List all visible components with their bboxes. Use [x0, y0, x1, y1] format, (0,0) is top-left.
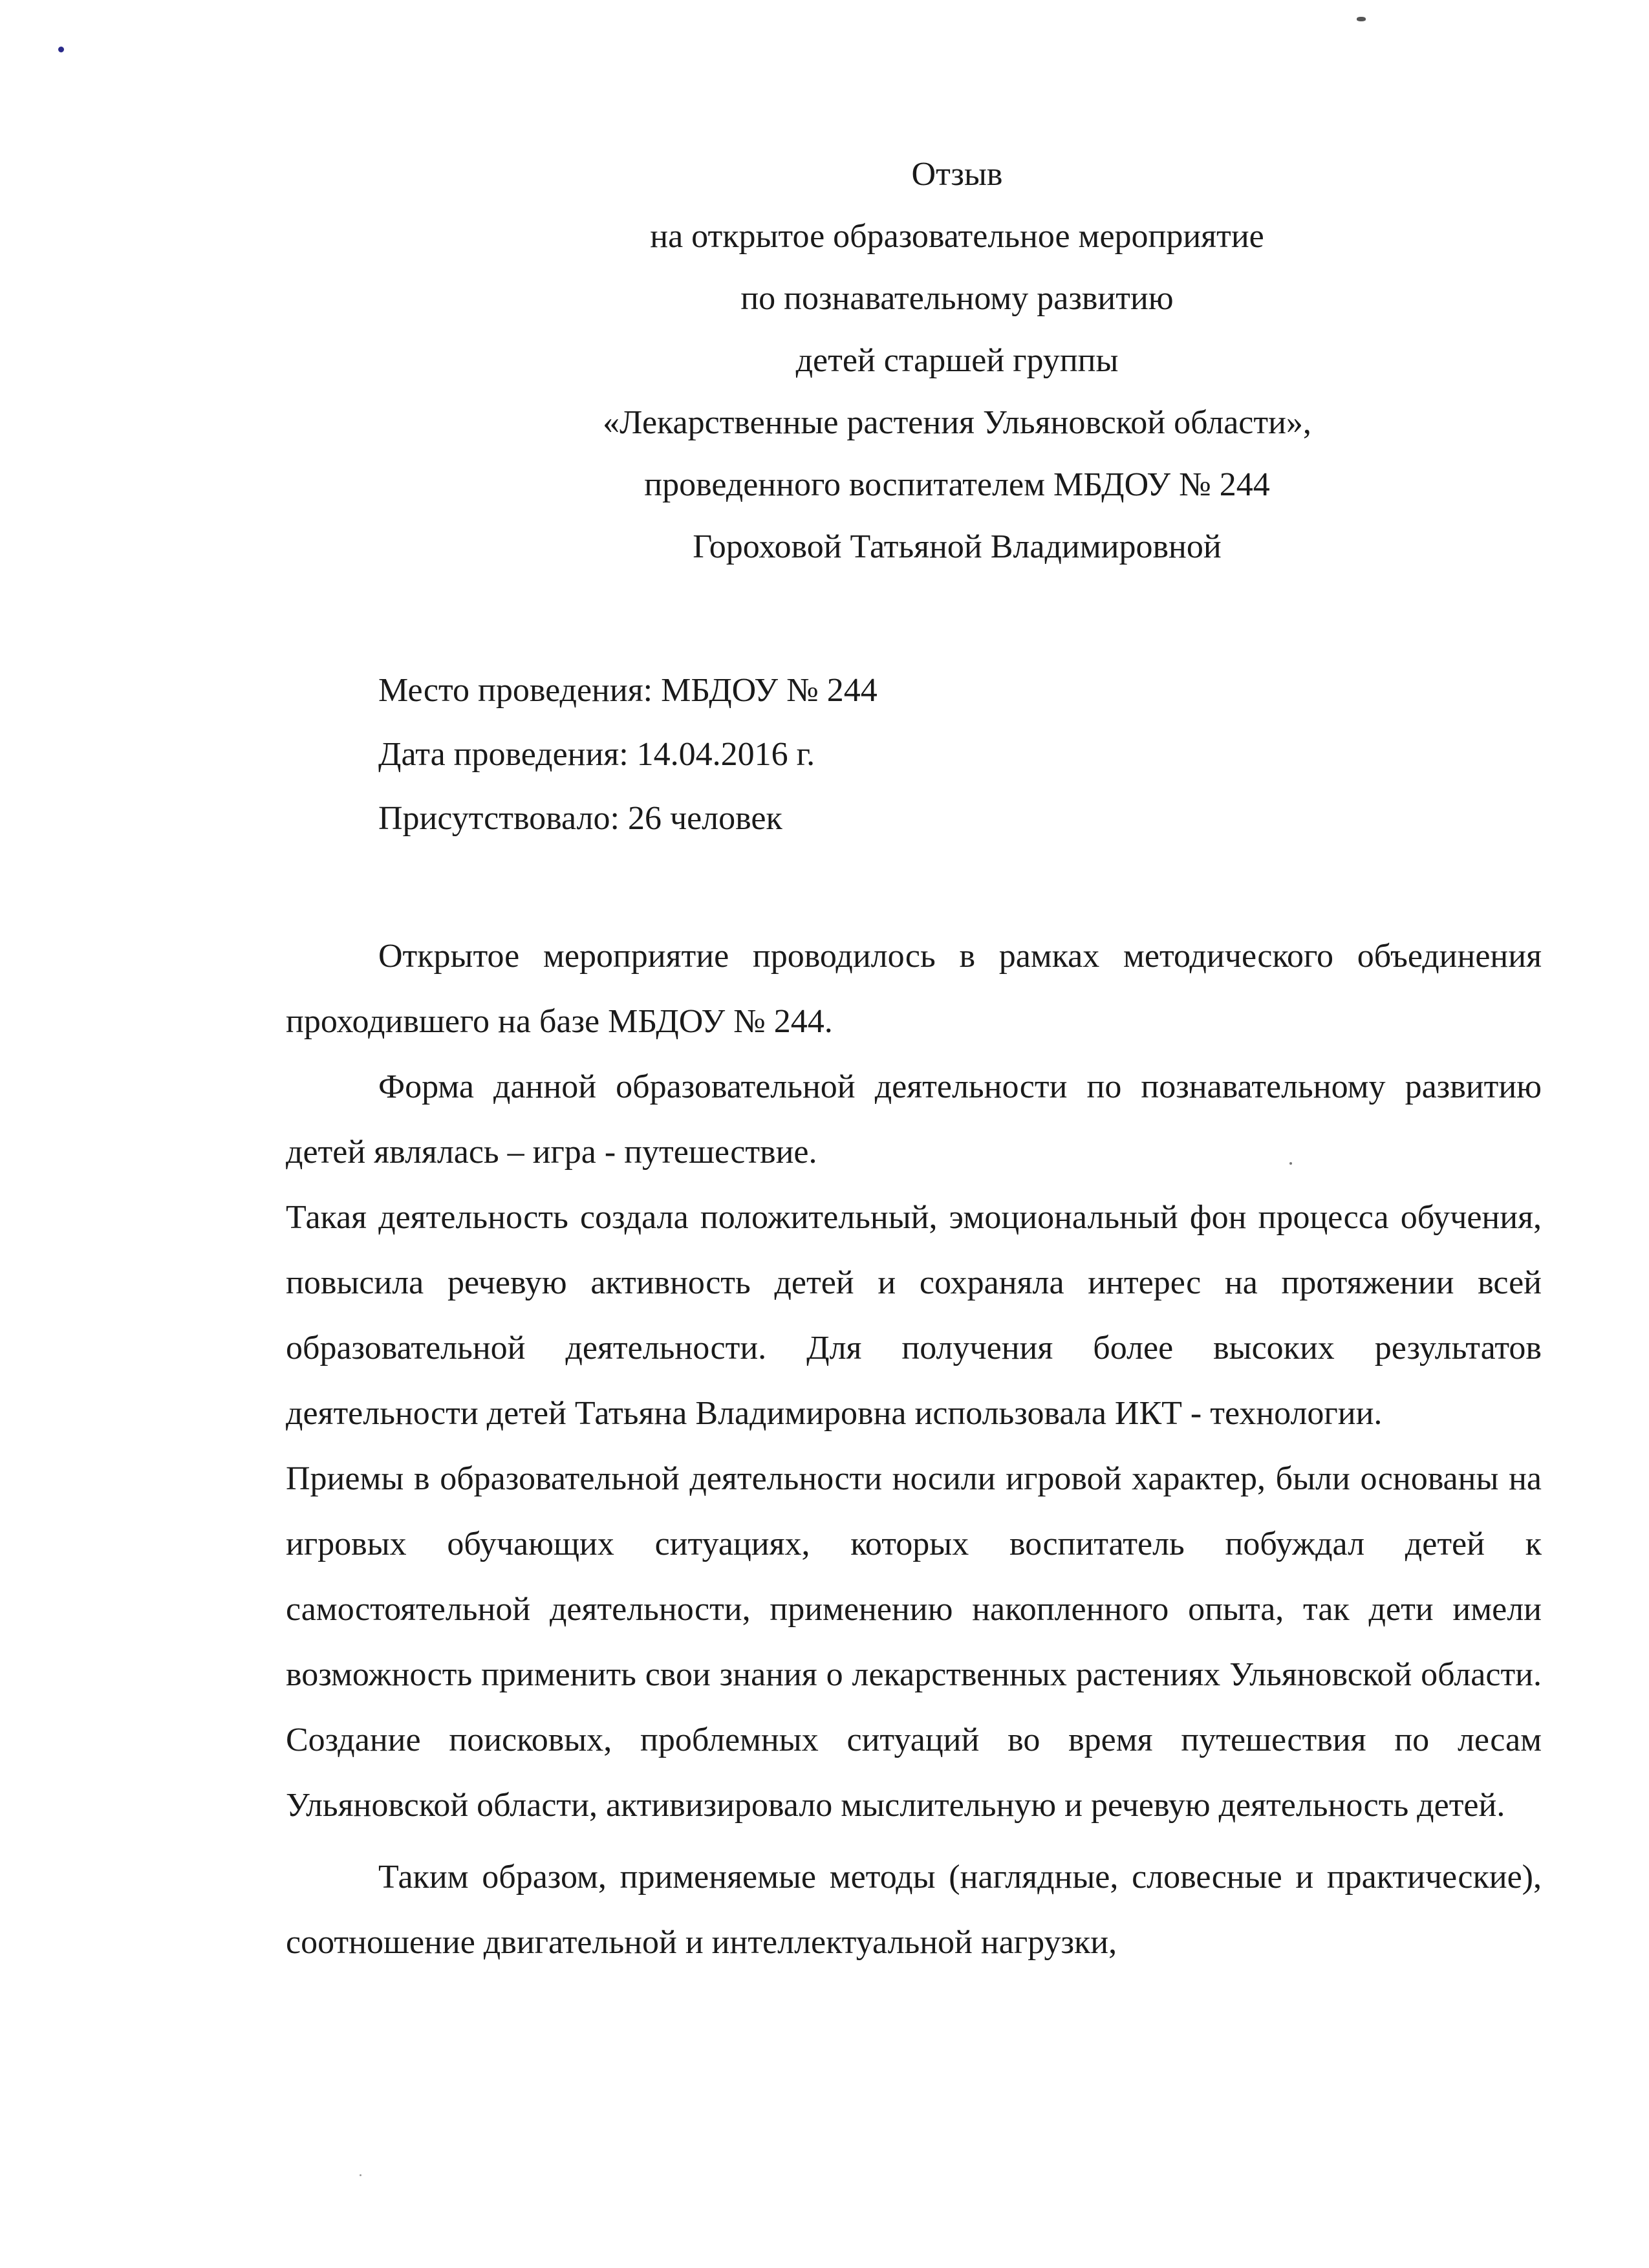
paragraph: Форма данной образовательной деятельности по познавательному развитию детей являлась – игра - путешествие. — [286, 1068, 1542, 1171]
paragraph: Приемы в образовательной деятельности носили игровой характер, были основаны на игровых обучающих ситуациях, которых воспитатель побуждал детей к самостоятельной деятельности, применению накопленного опыта, так дети имели возможность применить свои знания о лекарственных растениях Ульяновской области. Создание поисковых, проблемных ситуаций во время путешествия по лесам Ульяновской области, активизировало мыслительную и речевую деятельность детей. — [286, 1460, 1542, 1824]
event-date: Дата проведения: 14.04.2016 г. — [378, 736, 815, 773]
paragraph: Таким образом, применяемые методы (наглядные, словесные и практические), соотношение двигательной и интеллектуальной нагрузки, — [286, 1859, 1542, 1961]
document-title: Отзыв — [911, 156, 1003, 193]
heading-line: «Лекарственные растения Ульяновской области», — [603, 404, 1311, 441]
scan-speck — [1357, 17, 1366, 21]
paragraph: Открытое мероприятие проводилось в рамках методического объединения проходившего на базе МБДОУ № 244. — [286, 938, 1542, 1040]
heading-line: по познавательному развитию — [740, 280, 1174, 317]
event-details — [378, 658, 878, 850]
heading-line: Гороховой Татьяной Владимировной — [693, 528, 1222, 565]
event-attendance: Присутствовало: 26 человек — [378, 800, 782, 837]
paragraph: Такая деятельность создала положительный, эмоциональный фон процесса обучения, повысила речевую активность детей и сохраняла интерес на протяжении всей образовательной деятельности. Для получения более высоких результатов деятельности детей Татьяна Владимировна использовала ИКТ - технологии. — [286, 1199, 1542, 1432]
review-body — [286, 923, 1542, 1975]
document-heading — [504, 144, 1410, 578]
heading-line: на открытое образовательное мероприятие — [650, 218, 1264, 255]
heading-line: детей старшей группы — [795, 342, 1119, 379]
event-place: Место проведения: МБДОУ № 244 — [378, 672, 878, 709]
scan-speck — [58, 47, 64, 52]
heading-line: проведенного воспитателем МБДОУ № 244 — [644, 466, 1270, 503]
scan-speck — [360, 2174, 361, 2176]
